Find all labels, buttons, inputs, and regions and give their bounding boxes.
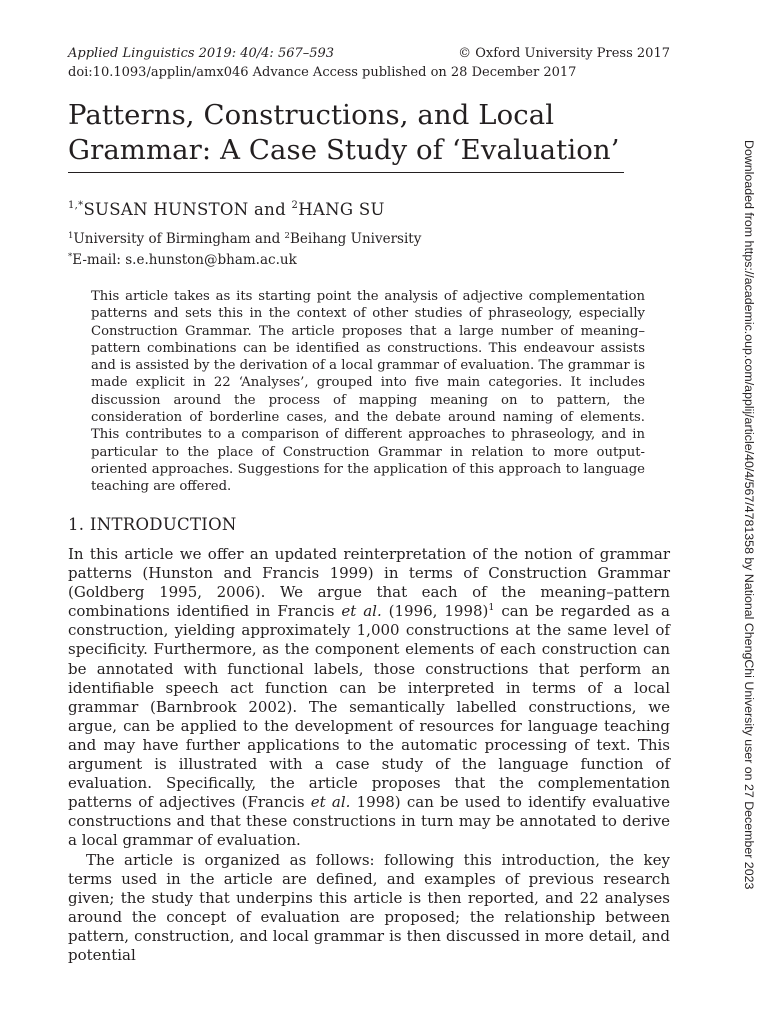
p1-text-c: can be regarded as a construction, yielding approximately 1,000 constructions at the same level of specificity. Furthermore, as the component elements of each construction can be annotated with functional labels, those constructions that perform an identifiable speech act function can be interpreted in terms of a local grammar (Barnbrook 2002). The semantically labelled constructions, we argue, can be applied to the development of resources for language teaching and may have further applications to the automatic processing of text. This argument is illustrated with a case study of the language function of evaluation. Specifically, the article proposes that the complementation patterns of adjectives (Francis <box>68 602 670 812</box>
title-line-1: Patterns, Constructions, and Local <box>68 99 555 131</box>
author1-marker: 1,* <box>68 200 84 211</box>
article-title <box>68 98 628 168</box>
abstract: This article takes as its starting point the analysis of adjective complementation patterns and sets this in the context of other studies of phraseology, especially Construction Grammar. The article proposes that a large number of meaning–pattern combinations can be identified as constructions. This endeavour assists and is assisted by the derivation of a local grammar of evaluation. The grammar is made explicit in 22 ‘Analyses’, grouped into five main categories. It includes discussion around the process of mapping meaning on to pattern, the consideration of borderline cases, and the debate around naming of elements. This contributes to a comparison of different approaches to phraseology, and in particular to the place of Construction Grammar in relation to more output-oriented approaches. Suggestions for the application of this approach to language teaching are offered. <box>91 289 645 495</box>
copyright-notice: © Oxford University Press 2017 <box>458 46 670 61</box>
email-line <box>68 248 421 269</box>
affil-marker-1: 1 <box>68 231 74 241</box>
p1-etal-1: et al. <box>341 602 382 621</box>
affiliation-line <box>68 227 421 248</box>
paragraph-1 <box>68 545 670 851</box>
author2-marker: 2 <box>291 200 299 211</box>
footnote-marker-1[interactable]: 1 <box>488 602 495 614</box>
author-conjunction: and <box>248 200 292 219</box>
doi-line: doi:10.1093/applin/amx046 Advance Access published on 28 December 2017 <box>68 65 577 80</box>
p1-text-d: 1998) can be used to identify evaluative constructions and that these constructions in turn may be annotated to derive a local grammar of evaluation. <box>68 793 670 850</box>
affiliations <box>68 227 421 269</box>
section-heading-introduction: 1. INTRODUCTION <box>68 515 237 534</box>
body-text <box>68 545 670 965</box>
running-header <box>68 44 670 82</box>
download-watermark: Downloaded from https://academic.oup.com/applij/article/40/4/567/4781358 by National ChengChi University user on 27 December 2023 <box>742 140 756 890</box>
paragraph-2: The article is organized as follows: following this introduction, the key terms used in the article are defined, and examples of previous research given; the study that underpins this article is then reported, and 22 analyses around the concept of evaluation are proposed; the relationship between pattern, construction, and local grammar is then discussed in more detail, and potential <box>68 850 670 964</box>
affil-marker-2: 2 <box>284 231 290 241</box>
author-list <box>68 200 385 219</box>
title-rule <box>68 172 624 173</box>
journal-citation: Applied Linguistics 2019: 40/4: 567–593 <box>68 46 335 61</box>
author-2: HANG SU <box>298 200 385 219</box>
affiliation-1: University of Birmingham and <box>73 231 285 247</box>
author-1: SUSAN HUNSTON <box>83 200 249 219</box>
title-line-2: Grammar: A Case Study of ‘Evaluation’ <box>68 134 620 166</box>
corresponding-email: E-mail: s.e.hunston@bham.ac.uk <box>72 252 297 268</box>
p1-text-a: In this article we offer an updated reinterpretation of the notion of grammar patterns (Hunston and Francis 1999) in terms of Construction Grammar (Goldberg 1995, 2006). We argue that each of the meaning–pattern combinations identified in Francis <box>68 545 670 621</box>
affiliation-2: Beihang University <box>289 231 422 247</box>
email-marker: * <box>68 252 73 262</box>
p1-text-b: (1996, 1998) <box>381 602 489 621</box>
p1-etal-2: et al. <box>310 793 351 812</box>
